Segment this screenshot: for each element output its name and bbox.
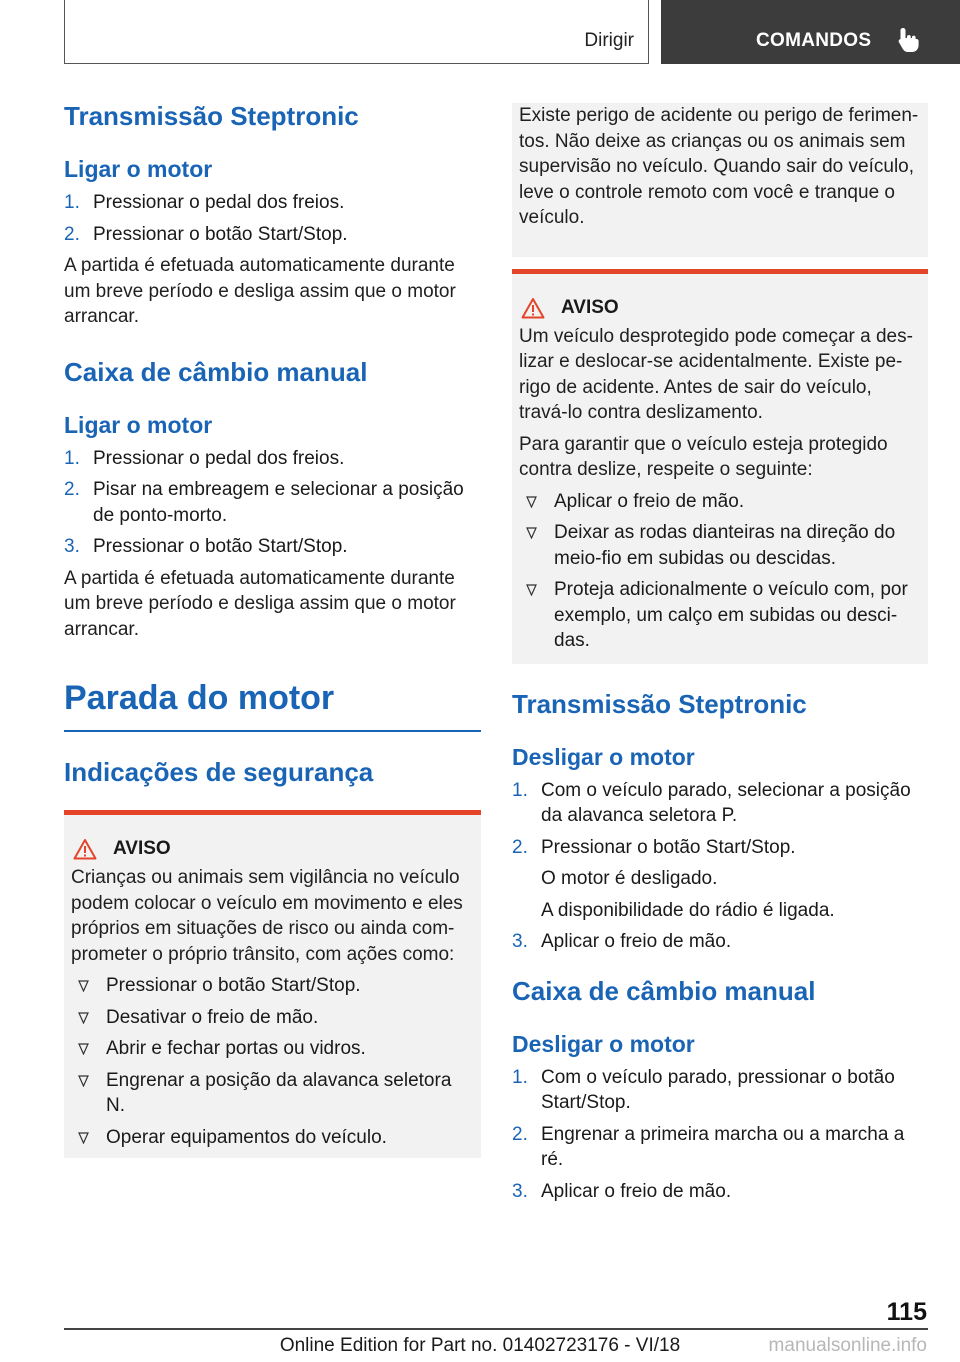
header-chapter-tab xyxy=(661,0,960,64)
manual-stop-steps-list xyxy=(512,1065,928,1205)
section-title-manual-stop: Caixa de câmbio manual xyxy=(512,975,816,1006)
warning-text: Crianças ou animais sem vigilância no veículo podem colocar o veículo em movimento e eles próprios em situações de risco ou ainda com-prometer o próprio trânsito, com ações como: xyxy=(71,867,463,965)
warning-box-continued xyxy=(512,103,928,257)
warning-triangle-icon xyxy=(521,297,545,319)
list-item: 2. Pisar na embreagem e selecionar a posição de ponto-morto. xyxy=(64,479,464,526)
warning-header xyxy=(71,835,471,863)
list-item: 3. Aplicar o freio de mão. xyxy=(512,1180,732,1202)
warning-items-list xyxy=(519,489,921,654)
header-section-box xyxy=(64,0,649,64)
list-item: Operar equipamentos do veículo. xyxy=(71,1125,471,1151)
header-section-label: Dirigir xyxy=(584,30,634,51)
warning-triangle-icon xyxy=(73,838,97,860)
manual-steps-list xyxy=(64,446,481,560)
list-item: Desativar o freio de mão. xyxy=(71,1005,471,1031)
left-column xyxy=(64,100,481,1158)
list-item: 1. Pressionar o pedal dos freios. xyxy=(64,447,345,469)
list-item: Deixar as rodas dianteiras na direção do meio-fio em subidas ou descidas. xyxy=(519,520,921,571)
warning-text-2: Para garantir que o veículo esteja protegido contra deslize, respeite o seguinte: xyxy=(519,433,888,480)
list-item: Engrenar a posição da alavanca seletora N. xyxy=(71,1068,471,1119)
bullet-triangle-icon xyxy=(78,1043,89,1055)
stop-steps-list xyxy=(512,778,928,955)
list-item: 1. Com o veículo parado, pressionar o botão Start/Stop. xyxy=(512,1066,895,1113)
start-steps-list xyxy=(64,190,481,247)
list-item: 2. Pressionar o botão Start/Stop. xyxy=(64,223,348,245)
warning-continued-text: Existe perigo de acidente ou perigo de ferimen-tos. Não deixe as crianças ou os animais sem supervisão no veículo. Quando sair do veículo, leve o controle remoto com você e tranque o veículo. xyxy=(519,105,919,228)
footer-edition: Online Edition for Part no. 01402723176 - VI/18 xyxy=(279,1335,681,1356)
warning-text-1: Um veículo desprotegido pode começar a des-lizar e deslocar-se acidentalmente. Existe pe-rigo de acidente. Antes de sair do veículo, travá-lo contra deslizamento. xyxy=(519,325,913,423)
page-number: 115 xyxy=(886,1298,927,1326)
chapter-title-stop: Parada do motor xyxy=(64,679,335,717)
list-item: 3. Aplicar o freio de mão. xyxy=(512,931,732,952)
section-title-safety: Indicações de segurança xyxy=(64,757,374,787)
list-item: Abrir e fechar portas ou vidros. xyxy=(71,1036,471,1062)
section-title-manual: Caixa de câmbio manual xyxy=(64,356,368,387)
warning-header xyxy=(519,294,921,322)
list-item: 2. Engrenar a primeira marcha ou a marcha a ré. xyxy=(512,1123,905,1170)
bullet-triangle-icon xyxy=(78,980,89,992)
list-item: 3. Pressionar o botão Start/Stop. xyxy=(64,536,348,557)
subsection-title-stop: Desligar o motor xyxy=(512,743,695,770)
warning-label: AVISO xyxy=(561,296,619,318)
manual-note: A partida é efetuada automaticamente durante um breve período e desliga assim que o motor arrancar. xyxy=(64,567,456,640)
warning-box-children xyxy=(64,810,481,1158)
footer-rule xyxy=(64,1328,928,1330)
section-title-steptronic-stop: Transmissão Steptronic xyxy=(512,688,807,719)
step-result: A disponibilidade do rádio é ligada. xyxy=(541,899,835,921)
bullet-triangle-icon xyxy=(526,584,537,596)
section-title-steptronic: Transmissão Steptronic xyxy=(64,101,359,131)
list-item: Proteja adicionalmente o veículo com, por exemplo, um calço em subidas ou desci-das. xyxy=(519,577,921,654)
list-item: 1. Com o veículo parado, selecionar a posição da alavanca seletora P. xyxy=(512,779,911,826)
list-item: Aplicar o freio de mão. xyxy=(519,489,921,515)
bullet-triangle-icon xyxy=(78,1075,89,1087)
warning-items-list xyxy=(71,973,471,1150)
subsection-title-manual-stop: Desligar o motor xyxy=(512,1030,695,1057)
bullet-triangle-icon xyxy=(78,1012,89,1024)
header-chapter-label: COMANDOS xyxy=(756,30,872,51)
subsection-title-start: Ligar o motor xyxy=(64,156,213,182)
chapter-title-rule xyxy=(64,730,481,732)
right-column xyxy=(512,103,928,1210)
subsection-title-manual-start: Ligar o motor xyxy=(64,411,213,438)
list-item: 1. Pressionar o pedal dos freios. xyxy=(64,192,345,213)
footer-watermark: manualsonline.info xyxy=(768,1335,927,1356)
step-result: O motor é desligado. xyxy=(541,868,718,889)
warning-box-rolling xyxy=(512,269,928,664)
bullet-triangle-icon xyxy=(526,496,537,508)
bullet-triangle-icon xyxy=(78,1132,89,1144)
list-item: 2. Pressionar o botão Start/Stop. O motor é desligado. A disponibilidade do rádio é ligada. xyxy=(512,835,928,924)
hand-pointer-icon xyxy=(896,26,922,54)
start-note: A partida é efetuada automaticamente durante um breve período e desliga assim que o motor arrancar. xyxy=(64,255,456,327)
list-item: Pressionar o botão Start/Stop. xyxy=(71,973,471,999)
warning-label: AVISO xyxy=(113,838,171,859)
bullet-triangle-icon xyxy=(526,527,537,539)
